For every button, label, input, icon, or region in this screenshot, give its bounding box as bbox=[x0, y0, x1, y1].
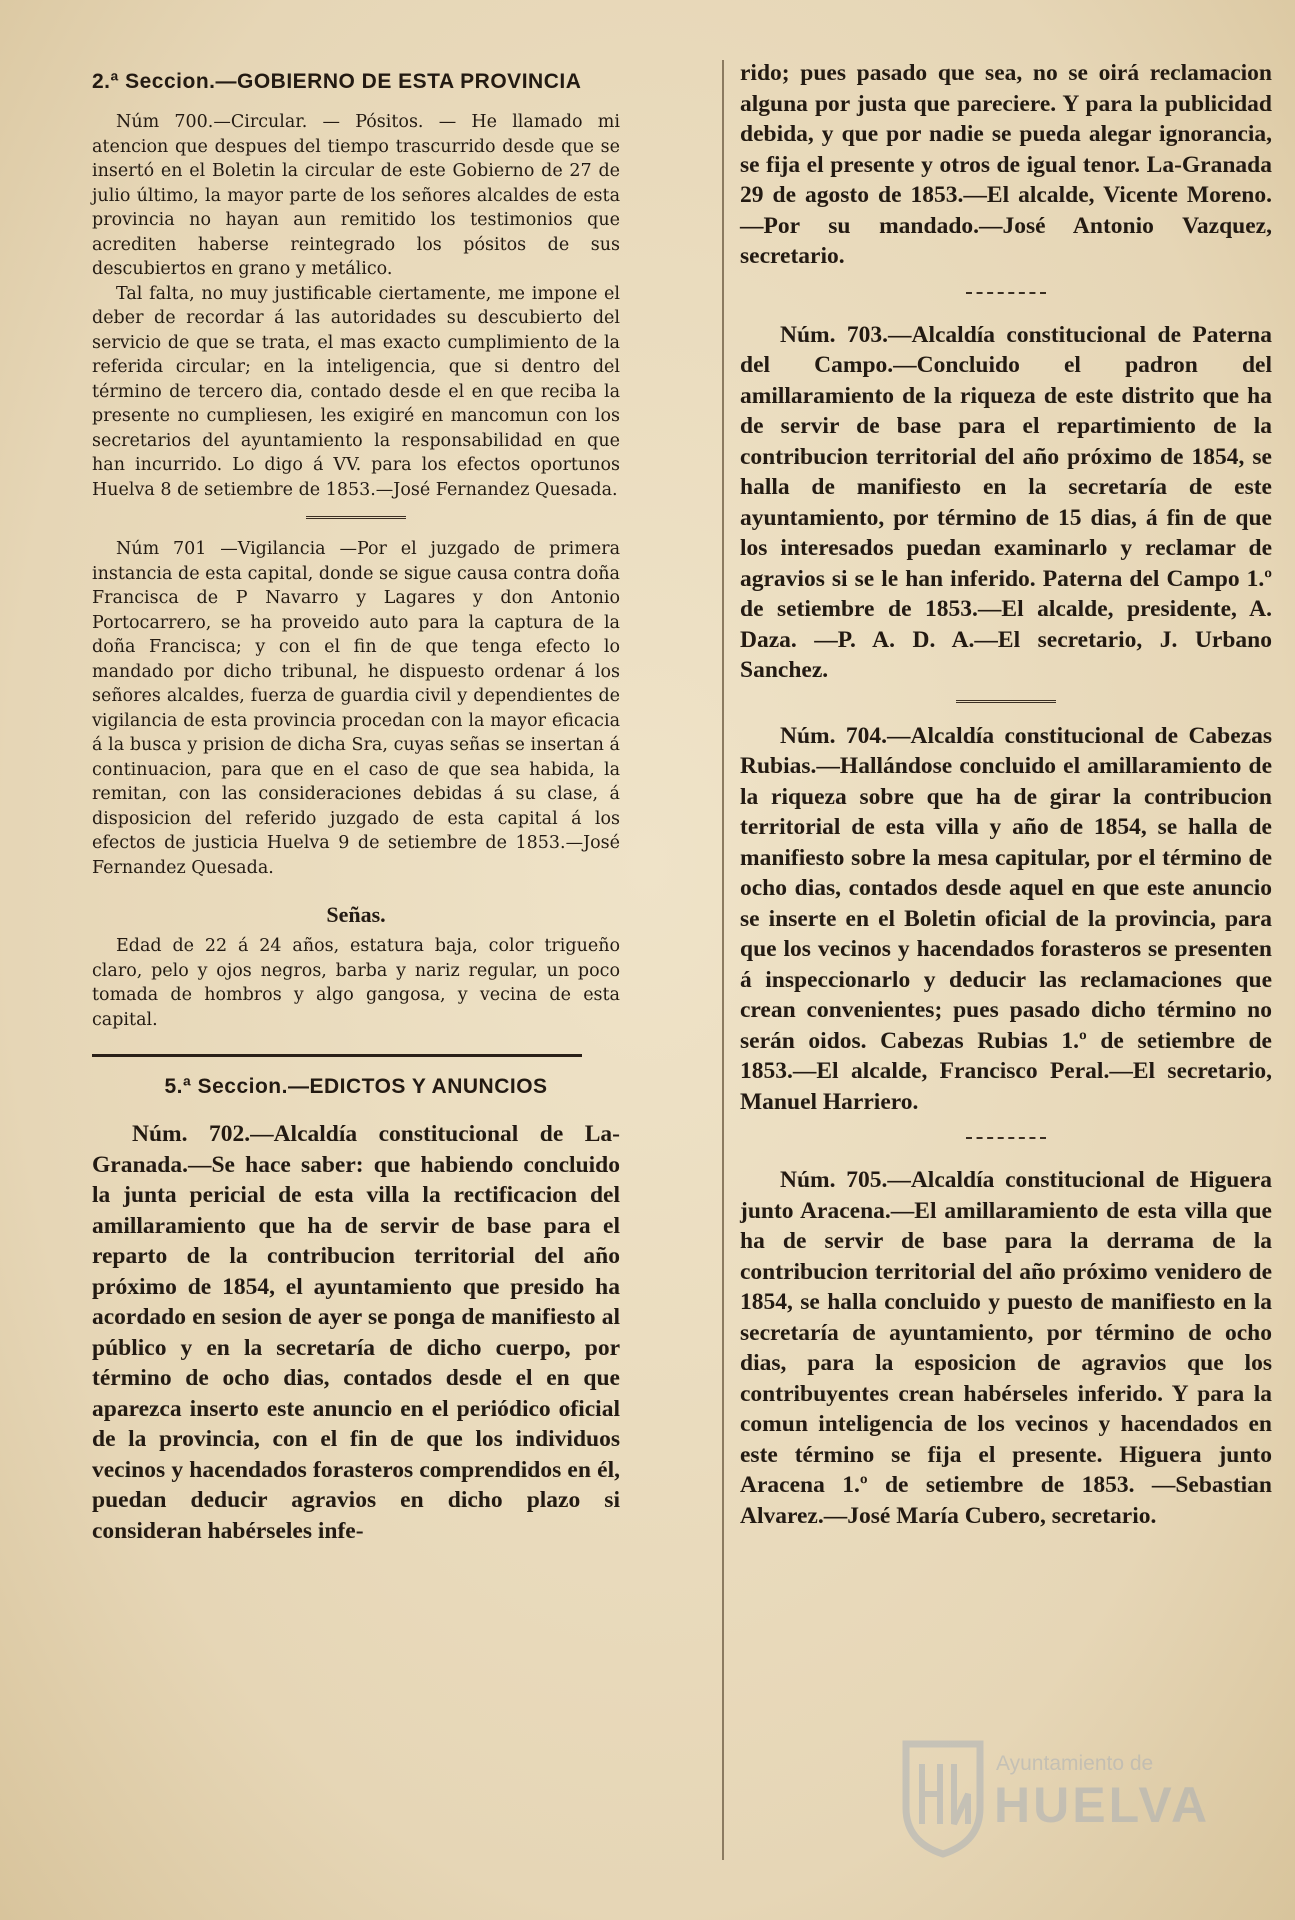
notice-703-paragraph: Núm. 703.—Alcaldía constitucional de Paterna del Campo.—Concluido el padron del amillaramiento de la riqueza de este distrito que ha de servir de base para el repartimiento de la contribucion territorial del año próximo de 1854, se halla de manifiesto en la secretaría de este ayuntamiento, por término de 15 dias, á fin de que los interesados puedan examinarlo y reclamar de agravios si se le han inferido. Paterna del Campo 1.º de setiembre de 1853.—El alcalde, presidente, A. Daza. —P. A. D. A.—El secretario, J. Urbano Sanchez. bbox=[740, 321, 1272, 683]
column-divider bbox=[722, 60, 724, 1860]
notice-701-paragraph: Núm 701 —Vigilancia —Por el juzgado de primera instancia de esta capital, donde se sigue causa contra doña Francisca de P Navarro y Lagares y don Antonio Portocarrero, se ha proveido auto para la captura de la doña Francisca; y con el fin de que tenga efecto lo mandado por dicho tribunal, he dispuesto ordenar á los señores alcaldes, fuerza de guardia civil y dependientes de vigilancia de esta provincia procedan con la mayor eficacia á la busca y prision de dicha Sra, cuyas señas se insertan á continuacion, para que en el caso de que sea habida, la remitan, con las consideraciones debidas á su clase, á disposicion del referido juzgado de esta capital á los efectos de justicia Huelva 9 de setiembre de 1853.—José Fernandez Quesada. bbox=[92, 539, 620, 878]
notice-separator bbox=[966, 1137, 1046, 1139]
shield-icon bbox=[900, 1738, 986, 1858]
ayuntamiento-huelva-watermark bbox=[900, 1738, 1260, 1878]
section-2-title: 2.ª Seccion.—GOBIERNO DE ESTA PROVINCIA bbox=[92, 70, 582, 93]
notice-separator bbox=[956, 700, 1056, 703]
watermark-line-2: HUELVA bbox=[994, 1777, 1211, 1833]
section-5-title: 5.ª Seccion.—EDICTOS Y ANUNCIOS bbox=[164, 1075, 548, 1098]
senas-heading: Señas. bbox=[326, 902, 386, 927]
notice-705-paragraph: Núm. 705.—Alcaldía constitucional de Higuera junto Aracena.—El amillaramiento de esta villa que ha de servir de base para la derrama de la contribucion territorial del año próximo venidero de 1854, se halla concluido y puesto de manifiesto en la secretaría de ayuntamiento, por término de ocho dias, para la esposicion de agravios que los contribuyentes crean habérseles inferido. Y para la comun inteligencia de los vecinos y hacendados en este término se fija el presente. Higuera junto Aracena 1.º de setiembre de 1853. —Sebastian Alvarez.—José María Cubero, secretario. bbox=[740, 1167, 1272, 1529]
notice-700-paragraph-2: Tal falta, no muy justificable ciertamente, me impone el deber de recordar á las autoridades su descubierto del servicio de que se trata, el mas exacto cumplimiento de la referida circular; en la inteligencia, que si dentro del término de tercero dia, contado desde el en que reciba la presente no cumpliesen, les exigiré en mancomun con los secretarios del ayuntamiento la responsabilidad en que han incurrido. Lo digo á VV. para los efectos oportunos Huelva 8 de setiembre de 1853.—José Fernandez Quesada. bbox=[92, 283, 620, 500]
section-rule bbox=[92, 1054, 582, 1057]
notice-separator bbox=[966, 292, 1046, 294]
notice-700-paragraph-1: Núm 700.—Circular. — Pósitos. — He llamado mi atencion que despues del tiempo trascurrido desde que se insertó en el Boletin la circular de este Gobierno de 27 de julio último, la mayor parte de los señores alcaldes de esta provincia no hayan aun remitido los testimonios que acrediten haberse reintegrado los pósitos de sus descubiertos en grano y metálico. bbox=[92, 112, 620, 279]
notice-704-paragraph: Núm. 704.—Alcaldía constitucional de Cabezas Rubias.—Hallándose concluido el amillaramiento de la riqueza sobre que ha de girar la contribucion territorial de esta villa y año de 1854, se halla de manifiesto sobre la mesa capitular, por el término de ocho dias, contados desde aquel en que este anuncio se inserte en el Boletin oficial de la provincia, para que los vecinos y hacendados forasteros se presenten á inspeccionarlo y deducir las reclamaciones que crean convenientes; pues pasado dicho término no serán oidos. Cabezas Rubias 1.º de setiembre de 1853.—El alcalde, Francisco Peral.—El secretario, Manuel Harriero. bbox=[740, 722, 1272, 1115]
left-column bbox=[92, 58, 620, 1546]
watermark-line-1: Ayuntamiento de bbox=[996, 1752, 1154, 1775]
senas-description: Edad de 22 á 24 años, estatura baja, color trigueño claro, pelo y ojos negros, barba y nariz regular, un poco tomada de hombros y algo gangosa, y vecina de esta capital. bbox=[92, 936, 620, 1030]
notice-702-paragraph: Núm. 702.—Alcaldía constitucional de La-Granada.—Se hace saber: que habiendo concluido la junta pericial de esta villa la rectificacion del amillaramiento que ha de servir de base para el reparto de la contribucion territorial del año próximo de 1854, el ayuntamiento que presido ha acordado en sesion de ayer se ponga de manifiesto al público y en la secretaría de dicho cuerpo, por término de ocho dias, contados desde el en que aparezca inserto este anuncio en el periódico oficial de la provincia, con el fin de que los individuos vecinos y hacendados forasteros comprendidos en él, puedan deducir agravios en dicho plazo si consideran habérseles infe- bbox=[92, 1121, 620, 1544]
notice-702-continuation: rido; pues pasado que sea, no se oirá reclamacion alguna por justa que pareciere. Y para la publicidad debida, y que por nadie se pueda alegar ignorancia, se fija el presente y otros de igual tenor. La-Granada 29 de agosto de 1853.—El alcalde, Vicente Moreno.—Por su mandado.—José Antonio Vazquez, secretario. bbox=[740, 60, 1272, 269]
right-column bbox=[740, 58, 1272, 1531]
notice-separator bbox=[306, 516, 406, 519]
